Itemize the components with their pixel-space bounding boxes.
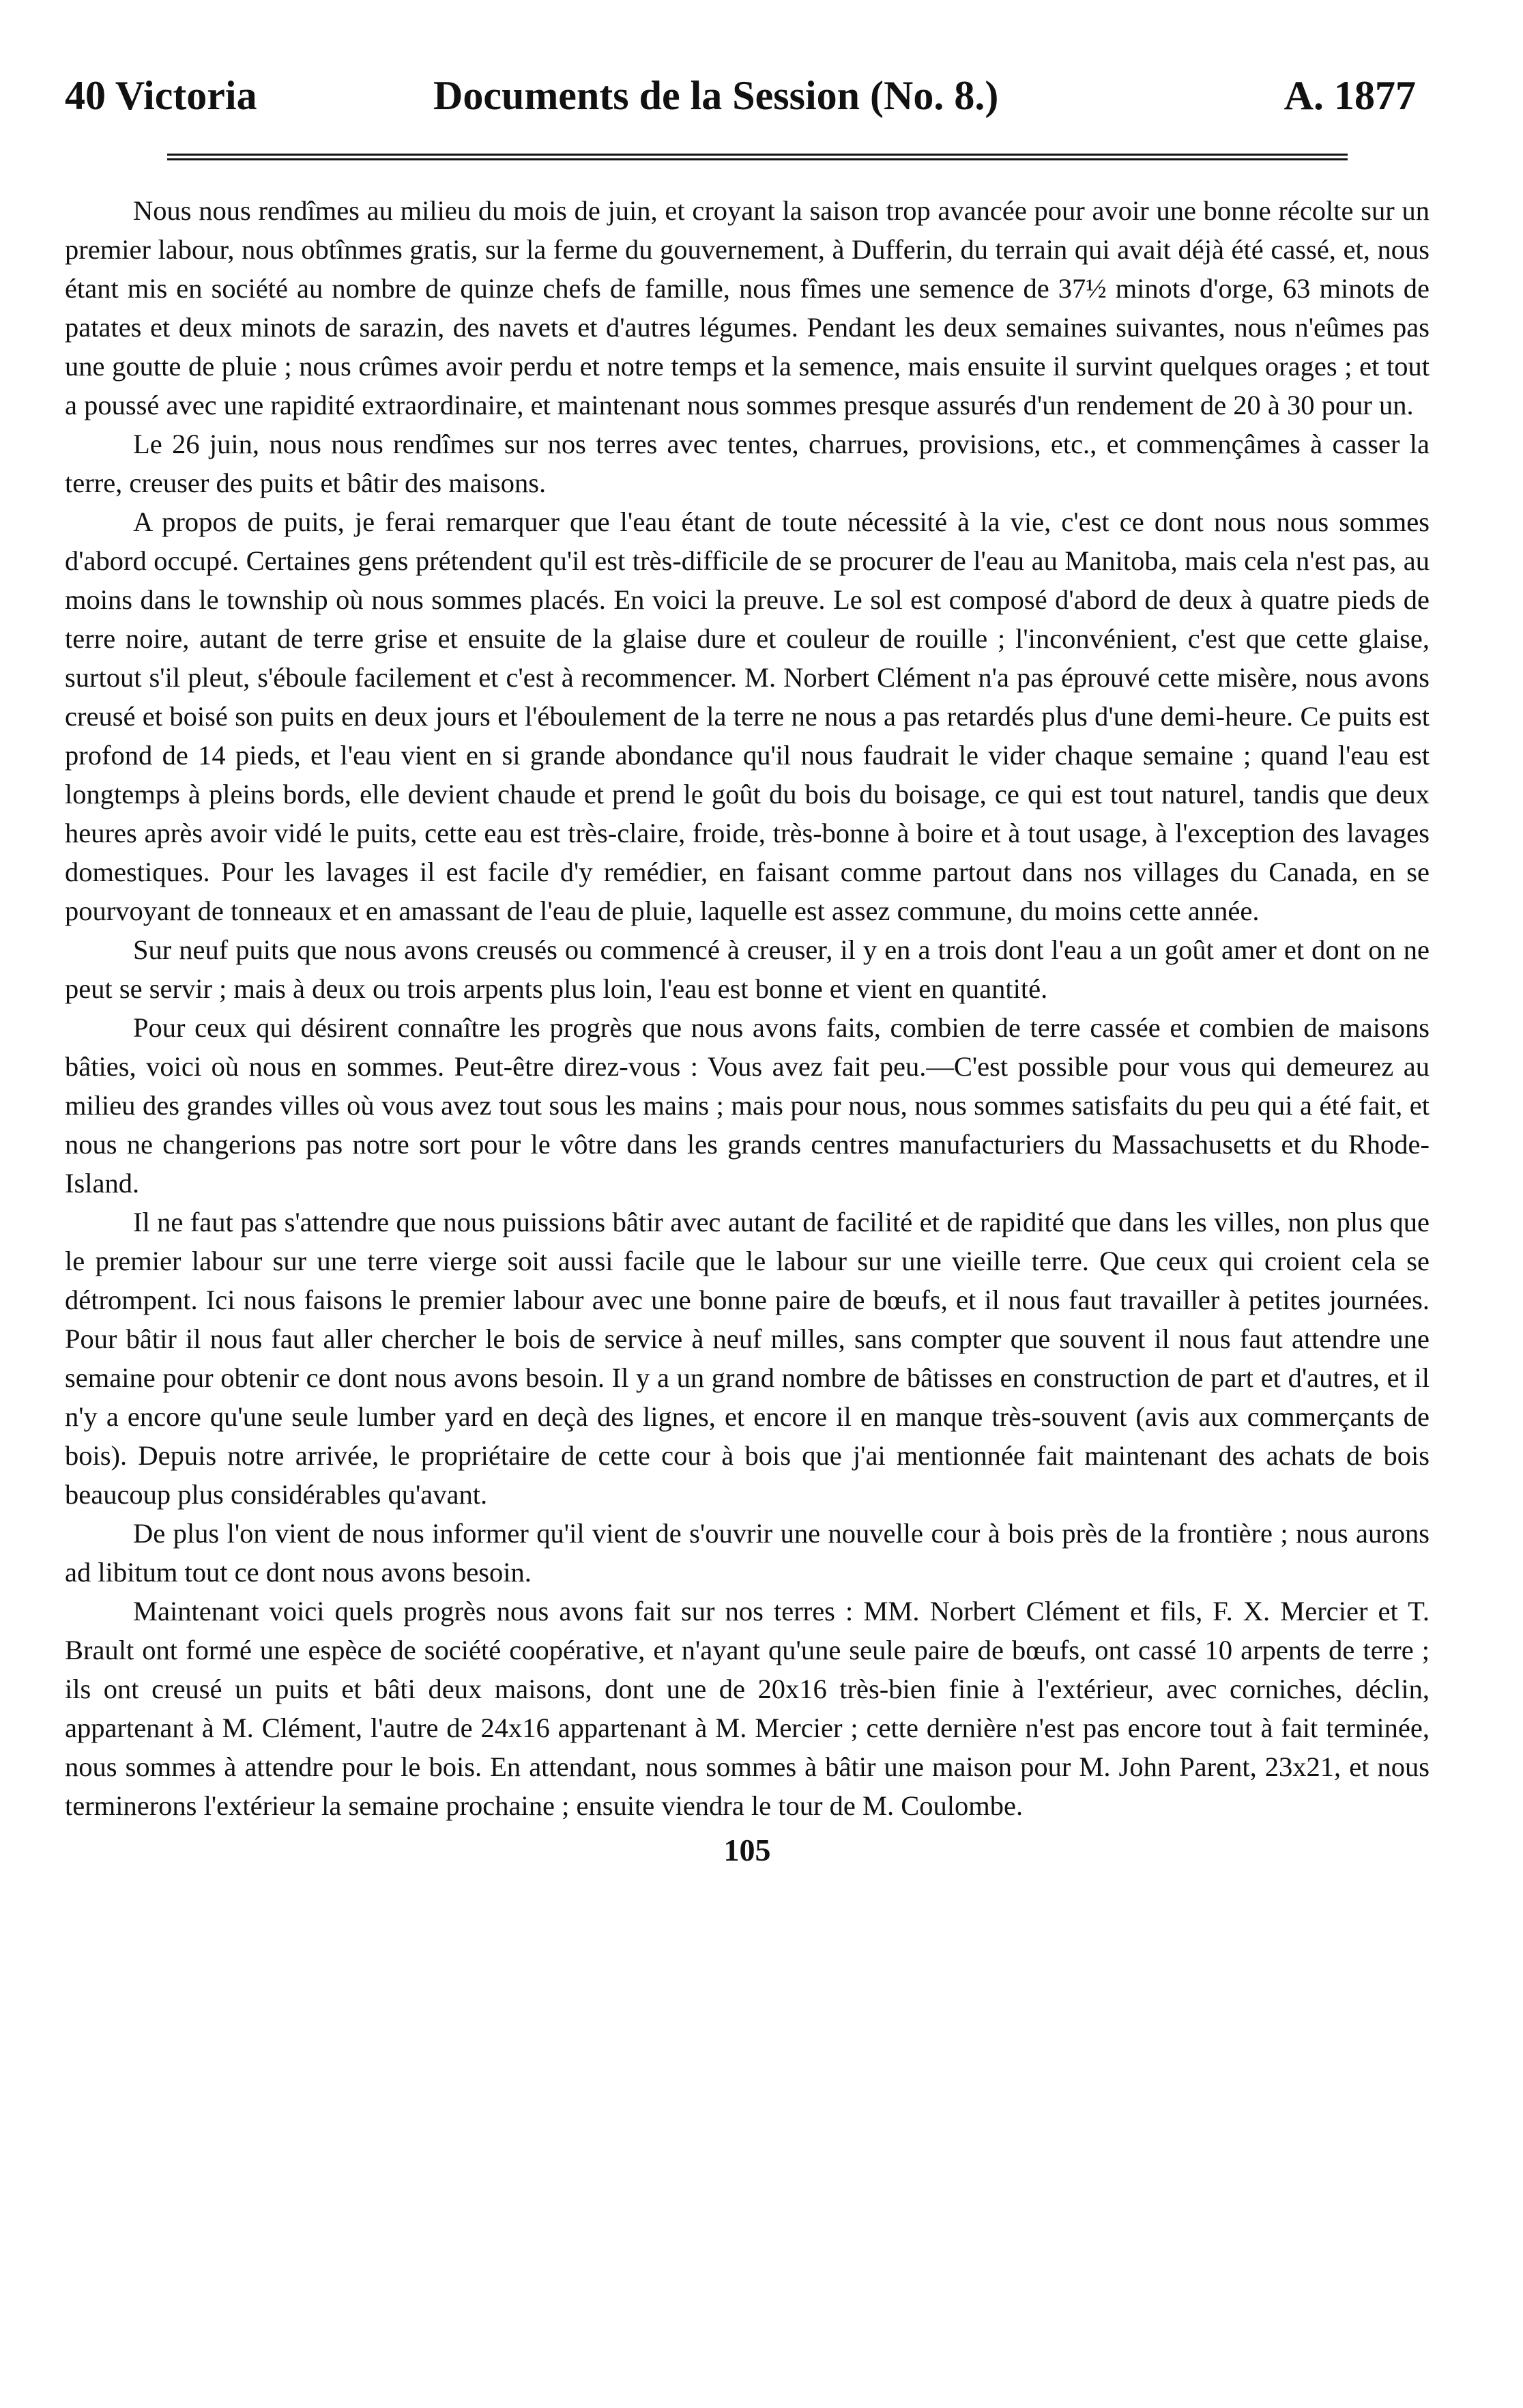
paragraph: A propos de puits, je ferai remarquer que l'eau étant de toute nécessité à la vie, c'est ce dont nous nous sommes d'abord occupé. Certaines gens prétendent qu'il est très-difficile de se procurer de l'eau au Manitoba, mais cela n'est pas, au moins dans le township où nous sommes placés. En voici la preuve. Le sol est composé d'abord de deux à quatre pieds de terre noire, autant de terre grise et ensuite de la glaise dure et couleur de rouille ; l'inconvénient, c'est que cette glaise, surtout s'il pleut, s'éboule facilement et c'est à recommencer. M. Norbert Clément n'a pas éprouvé cette misère, nous avons creusé et boisé son puits en deux jours et l'éboulement de la terre ne nous a pas retardés plus d'une demi-heure. Ce puits est profond de 14 pieds, et l'eau vient en si grande abondance qu'il nous faudrait le vider chaque semaine ; quand l'eau est longtemps à pleins bords, elle devient chaude et prend le goût du bois du boisage, ce qui est tout naturel, tandis que deux heures après avoir vidé le puits, cette eau est très-claire, froide, très-bonne à boire et à tout usage, à l'exception des lavages domestiques. Pour les lavages il est facile d'y remédier, en faisant comme partout dans nos villages du Canada, en se pourvoyant de tonneaux et en amassant de l'eau de pluie, laquelle est assez commune, du moins cette année.	[65, 506, 1430, 926]
header-title: Documents de la Session (No. 8.)	[433, 73, 999, 118]
page-number: 105	[723, 1833, 771, 1867]
paragraph: Le 26 juin, nous nous rendîmes sur nos terres avec tentes, charrues, provisions, etc., et commençâmes à casser la terre, creuser des puits et bâtir des maisons.	[65, 429, 1430, 498]
paragraph: Sur neuf puits que nous avons creusés ou commencé à creuser, il y en a trois dont l'eau a un goût amer et dont on ne peut se servir ; mais à deux ou trois arpents plus loin, l'eau est bonne et vient en quantité.	[65, 934, 1430, 1004]
running-header	[65, 65, 1430, 126]
paragraph: Nous nous rendîmes au milieu du mois de juin, et croyant la saison trop avancée pour avoir une bonne récolte sur un premier labour, nous obtînmes gratis, sur la ferme du gouvernement, à Dufferin, du terrain qui avait déjà été cassé, et, nous étant mis en société au nombre de quinze chefs de famille, nous fîmes une semence de 37½ minots d'orge, 63 minots de patates et deux minots de sarazin, des navets et d'autres légumes. Pendant les deux semaines suivantes, nous n'eûmes pas une goutte de pluie ; nous crûmes avoir perdu et notre temps et la semence, mais ensuite il survint quelques orages ; et tout a poussé avec une rapidité extraordinaire, et maintenant nous sommes presque assurés d'un rendement de 20 à 30 pour un.	[65, 195, 1430, 420]
paragraph: Maintenant voici quels progrès nous avons fait sur nos terres : MM. Norbert Clément et fils, F. X. Mercier et T. Brault ont formé une espèce de société coopérative, et n'ayant qu'une seule paire de bœufs, ont cassé 10 arpents de terre ; ils ont creusé un puits et bâti deux maisons, dont une de 20x16 très-bien finie à l'extérieur, avec corniches, déclin, appartenant à M. Clément, l'autre de 24x16 appartenant à M. Mercier ; cette dernière n'est pas encore tout à fait terminée, nous sommes à attendre pour le bois. En attendant, nous sommes à bâtir une maison pour M. John Parent, 23x21, et nous terminerons l'extérieur la semaine prochaine ; ensuite viendra le tour de M. Coulombe.	[65, 1596, 1430, 1821]
paragraph: Il ne faut pas s'attendre que nous puissions bâtir avec autant de facilité et de rapidité que dans les villes, non plus que le premier labour sur une terre vierge soit aussi facile que le labour sur une vieille terre. Que ceux qui croient cela se détrompent. Ici nous faisons le premier labour avec une bonne paire de bœufs, et il nous faut travailler à petites journées. Pour bâtir il nous faut aller chercher le bois de service à neuf milles, sans compter que souvent il nous faut attendre une semaine pour obtenir ce dont nous avons besoin. Il y a un grand nombre de bâtisses en construction de part et d'autres, et il n'y a encore qu'une seule lumber yard en deçà des lignes, et encore il en manque très-souvent (avis aux commerçants de bois). Depuis notre arrivée, le propriétaire de cette cour à bois que j'ai mentionnée fait maintenant des achats de bois beaucoup plus considérables qu'avant.	[65, 1207, 1430, 1510]
body-text	[65, 191, 1430, 1825]
header-volume: 40 Victoria	[65, 73, 257, 118]
paragraph: Pour ceux qui désirent connaître les progrès que nous avons faits, combien de terre cassée et combien de maisons bâties, voici où nous en sommes. Peut-être direz-vous : Vous avez fait peu.—C'est possible pour vous qui demeurez au milieu des grandes villes où vous avez tout sous les mains ; mais pour nous, nous sommes satisfaits du peu qui a été fait, et nous ne changerions pas notre sort pour le vôtre dans les grands centres manufacturiers du Massachusetts et du Rhode-Island.	[65, 1012, 1430, 1199]
paragraph: De plus l'on vient de nous informer qu'il vient de s'ouvrir une nouvelle cour à bois près de la frontière ; nous aurons ad libitum tout ce dont nous avons besoin.	[65, 1518, 1430, 1588]
document-page	[65, 65, 1430, 1868]
header-year: A. 1877	[1283, 73, 1416, 118]
header-rule	[167, 154, 1348, 160]
